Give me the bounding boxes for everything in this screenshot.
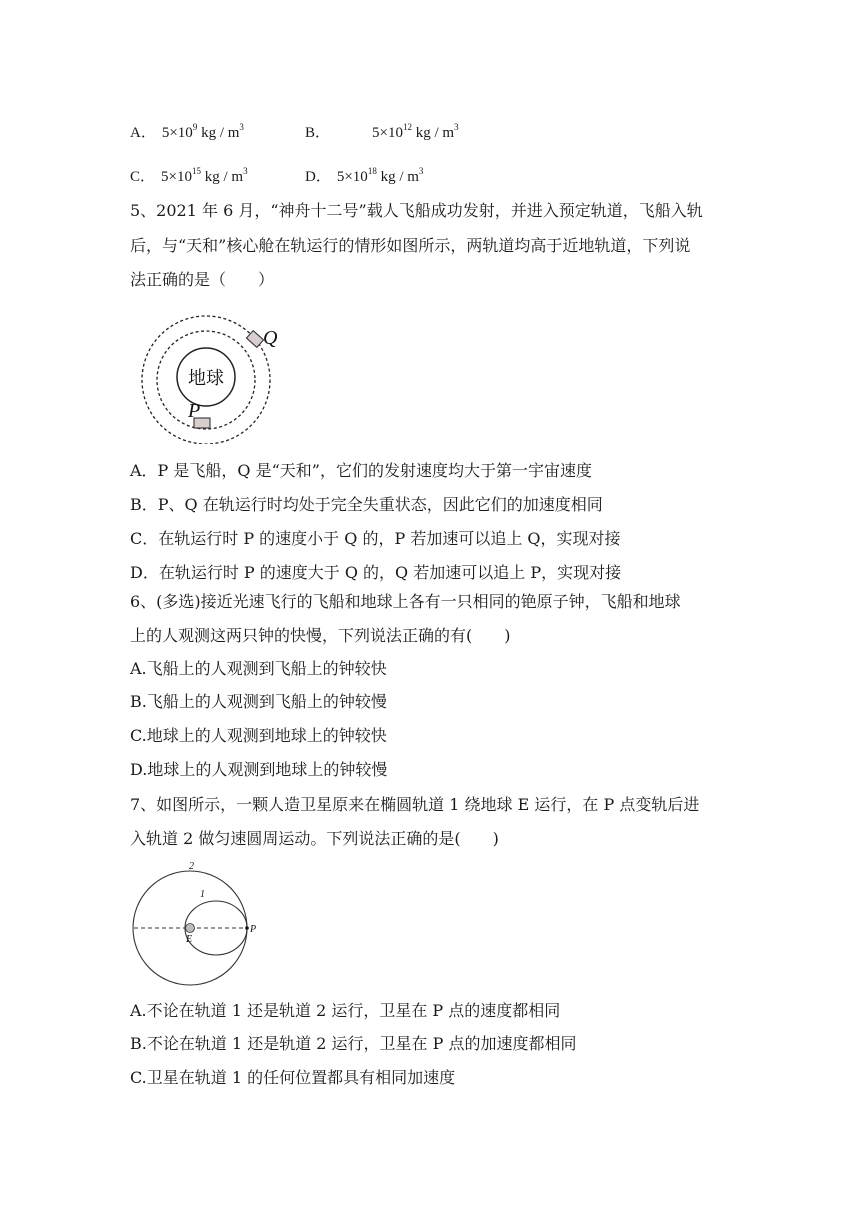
q7-option-b: B.不论在轨道 1 还是轨道 2 运行，卫星在 P 点的加速度都相同 [130, 1034, 577, 1053]
option-unit-exponent: 3 [418, 166, 424, 176]
q4-option-a [130, 117, 244, 143]
earth-e-dot [186, 924, 195, 933]
option-unit-exponent: 3 [243, 166, 248, 176]
option-unit-exponent: 3 [239, 122, 244, 132]
q7-option-c: C.卫星在轨道 1 的任何位置都具有相同加速度 [130, 1068, 456, 1087]
option-label: A． [130, 125, 156, 141]
option-base: 5×10 [161, 125, 193, 141]
earth-label: 地球 [188, 368, 224, 388]
q6-option-d: D.地球上的人观测到地球上的钟较慢 [130, 760, 388, 779]
q5-option-d: D．在轨运行时 P 的速度大于 Q 的，Q 若加速可以追上 P，实现对接 [130, 563, 622, 582]
q7-stem-line-1: 7、如图所示，一颗人造卫星原来在椭圆轨道 1 绕地球 E 运行，在 P 点变轨后进 [130, 795, 700, 814]
option-exponent: 9 [192, 122, 198, 132]
q5-option-a: A．P 是飞船，Q 是“天和”，它们的发射速度均大于第一宇宙速度 [130, 461, 592, 480]
e-label: E [186, 934, 193, 945]
option-base: 5×10 [336, 169, 368, 185]
option-label: C． [130, 169, 156, 185]
p-label: P [250, 924, 257, 935]
option-base: 5×10 [372, 125, 403, 141]
q4-option-c [130, 161, 248, 187]
q7-option-a: A.不论在轨道 1 还是轨道 2 运行，卫星在 P 点的速度都相同 [130, 1001, 561, 1020]
q7-stem-line-2: 入轨道 2 做匀速圆周运动。下列说法正确的是( ) [130, 829, 499, 848]
option-unit: kg / m [411, 125, 455, 141]
q5-stem-line-2: 后，与“天和”核心舱在轨运行的情形如图所示，两轨道均高于近地轨道，下列说 [130, 236, 691, 255]
orbit-1-label: 1 [200, 889, 205, 900]
q6-option-a: A.飞船上的人观测到飞船上的钟较快 [130, 659, 387, 678]
option-label: B． [305, 125, 331, 141]
orbit-2-label: 2 [189, 861, 194, 872]
option-unit: kg / m [197, 125, 240, 141]
q4-option-d [305, 161, 423, 187]
q5-option-b: B．P、Q 在轨运行时均处于完全失重状态，因此它们的加速度相同 [130, 495, 603, 514]
q4-option-b [305, 117, 459, 143]
q6-option-b: B.飞船上的人观测到飞船上的钟较慢 [130, 692, 387, 711]
option-exponent: 18 [367, 166, 377, 176]
option-unit-exponent: 3 [454, 122, 459, 132]
option-label: D． [305, 169, 331, 185]
q5-orbit-figure [130, 304, 290, 444]
q-label: Q [263, 327, 278, 349]
q7-orbit-figure [130, 858, 270, 988]
option-unit: kg / m [376, 169, 419, 185]
p-label: P [188, 400, 201, 422]
q6-option-c: C.地球上的人观测到地球上的钟较快 [130, 726, 387, 745]
option-base: 5×10 [161, 169, 192, 185]
point-p-dot [245, 926, 249, 930]
q5-option-c: C．在轨运行时 P 的速度小于 Q 的，P 若加速可以追上 Q，实现对接 [130, 529, 621, 548]
q5-stem-line-3: 法正确的是（ ） [130, 270, 275, 289]
option-exponent: 12 [402, 122, 412, 132]
q5-stem-line-1: 5、2021 年 6 月，“神舟十二号”载人飞船成功发射，并进入预定轨道，飞船入轨 [130, 201, 703, 220]
option-exponent: 15 [191, 166, 201, 176]
q6-stem-line-1: 6、(多选)接近光速飞行的飞船和地球上各有一只相同的铯原子钟，飞船和地球 [130, 592, 681, 611]
q6-stem-line-2: 上的人观测这两只钟的快慢，下列说法正确的有( ) [130, 626, 511, 645]
option-unit: kg / m [200, 169, 244, 185]
